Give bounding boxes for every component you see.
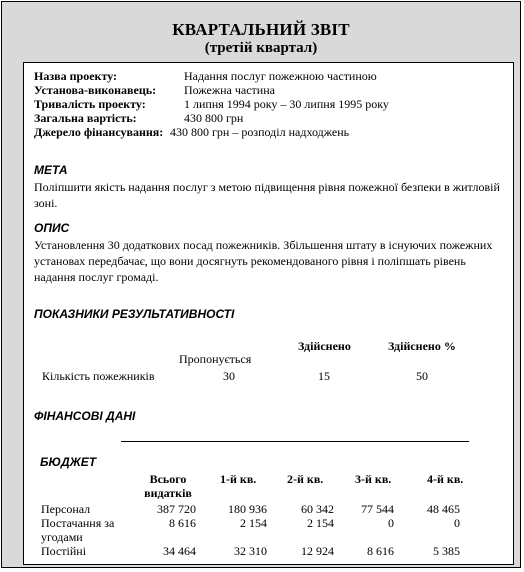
finance-divider (121, 441, 469, 442)
col-done-percent-header: Здійснено % (388, 339, 456, 353)
cell-q4: 48 465 (427, 502, 460, 516)
row-label: Постачання за угодами (41, 516, 115, 544)
cell-q3: 0 (388, 516, 394, 530)
project-name-value: Надання послуг пожежною частиною (184, 69, 377, 83)
report-page (1, 1, 521, 568)
cell-q1: 2 154 (240, 516, 267, 530)
cell-q1: 180 936 (228, 502, 267, 516)
col-q2-header: 2-й кв. (287, 472, 324, 486)
done-value: 15 (318, 369, 330, 383)
col-q3-header: 3-й кв. (355, 472, 392, 486)
col-q1-header: 1-й кв. (220, 472, 257, 486)
proposed-value: 30 (223, 369, 235, 383)
cell-q4: 5 385 (433, 544, 460, 558)
goal-text: Поліпшити якість надання послуг з метою підвищення рівня пожежної безпеки в житловій зоні. (34, 180, 500, 210)
cell-q3: 8 616 (367, 544, 394, 558)
col-done-header: Здійснено (298, 339, 351, 353)
row-label: Персонал (41, 502, 91, 516)
cell-q3: 77 544 (361, 502, 394, 516)
description-text: Установлення 30 додаткових посад пожежників. Збільшення штату в існуючих пожежних установах передбачає, що вони досягнуть рекомендованого рівня і поліпшать рівень надання послуг громаді. (34, 238, 493, 284)
row-label: Постійні (41, 544, 87, 558)
executor-value: Пожежна частина (184, 83, 275, 97)
cell-q2: 12 924 (301, 544, 334, 558)
col-q4-header: 4-й кв. (427, 472, 464, 486)
total-cost-label: Загальна вартість: (34, 111, 137, 125)
goal-heading: МЕТА (34, 163, 68, 177)
budget-heading: БЮДЖЕТ (40, 455, 97, 469)
total-cost-value: 430 800 грн (184, 111, 244, 125)
cell-total: 8 616 (169, 516, 196, 530)
executor-label: Установа-виконавець: (34, 83, 157, 97)
col-proposed-header: Пропонується (179, 352, 252, 366)
cell-q1: 32 310 (234, 544, 267, 558)
duration-label: Тривалість проекту: (34, 97, 146, 111)
firefighters-count-label: Кількість пожежників (42, 369, 155, 383)
finance-heading: ФІНАНСОВІ ДАНІ (34, 409, 136, 423)
report-subtitle: (третій квартал) (204, 40, 318, 56)
done-percent-value: 50 (416, 369, 428, 383)
cell-q4: 0 (454, 516, 460, 530)
project-name-label: Назва проекту: (34, 69, 118, 83)
duration-value: 1 липня 1994 року – 30 липня 1995 року (184, 97, 389, 111)
cell-q2: 2 154 (307, 516, 334, 530)
col-total-header: Всього видатків (144, 472, 192, 500)
report-body (23, 62, 514, 565)
cell-q2: 60 342 (301, 502, 334, 516)
performance-heading: ПОКАЗНИКИ РЕЗУЛЬТАТИВНОСТІ (34, 307, 235, 321)
description-heading: ОПИС (34, 221, 70, 235)
report-title: КВАРТАЛЬНИЙ ЗВІТ (172, 20, 350, 39)
cell-total: 34 464 (163, 544, 196, 558)
funding-source-label: Джерело фінансування: (34, 125, 164, 139)
funding-source-value: 430 800 грн – розподіл надходжень (170, 125, 350, 139)
cell-total: 387 720 (157, 502, 196, 516)
